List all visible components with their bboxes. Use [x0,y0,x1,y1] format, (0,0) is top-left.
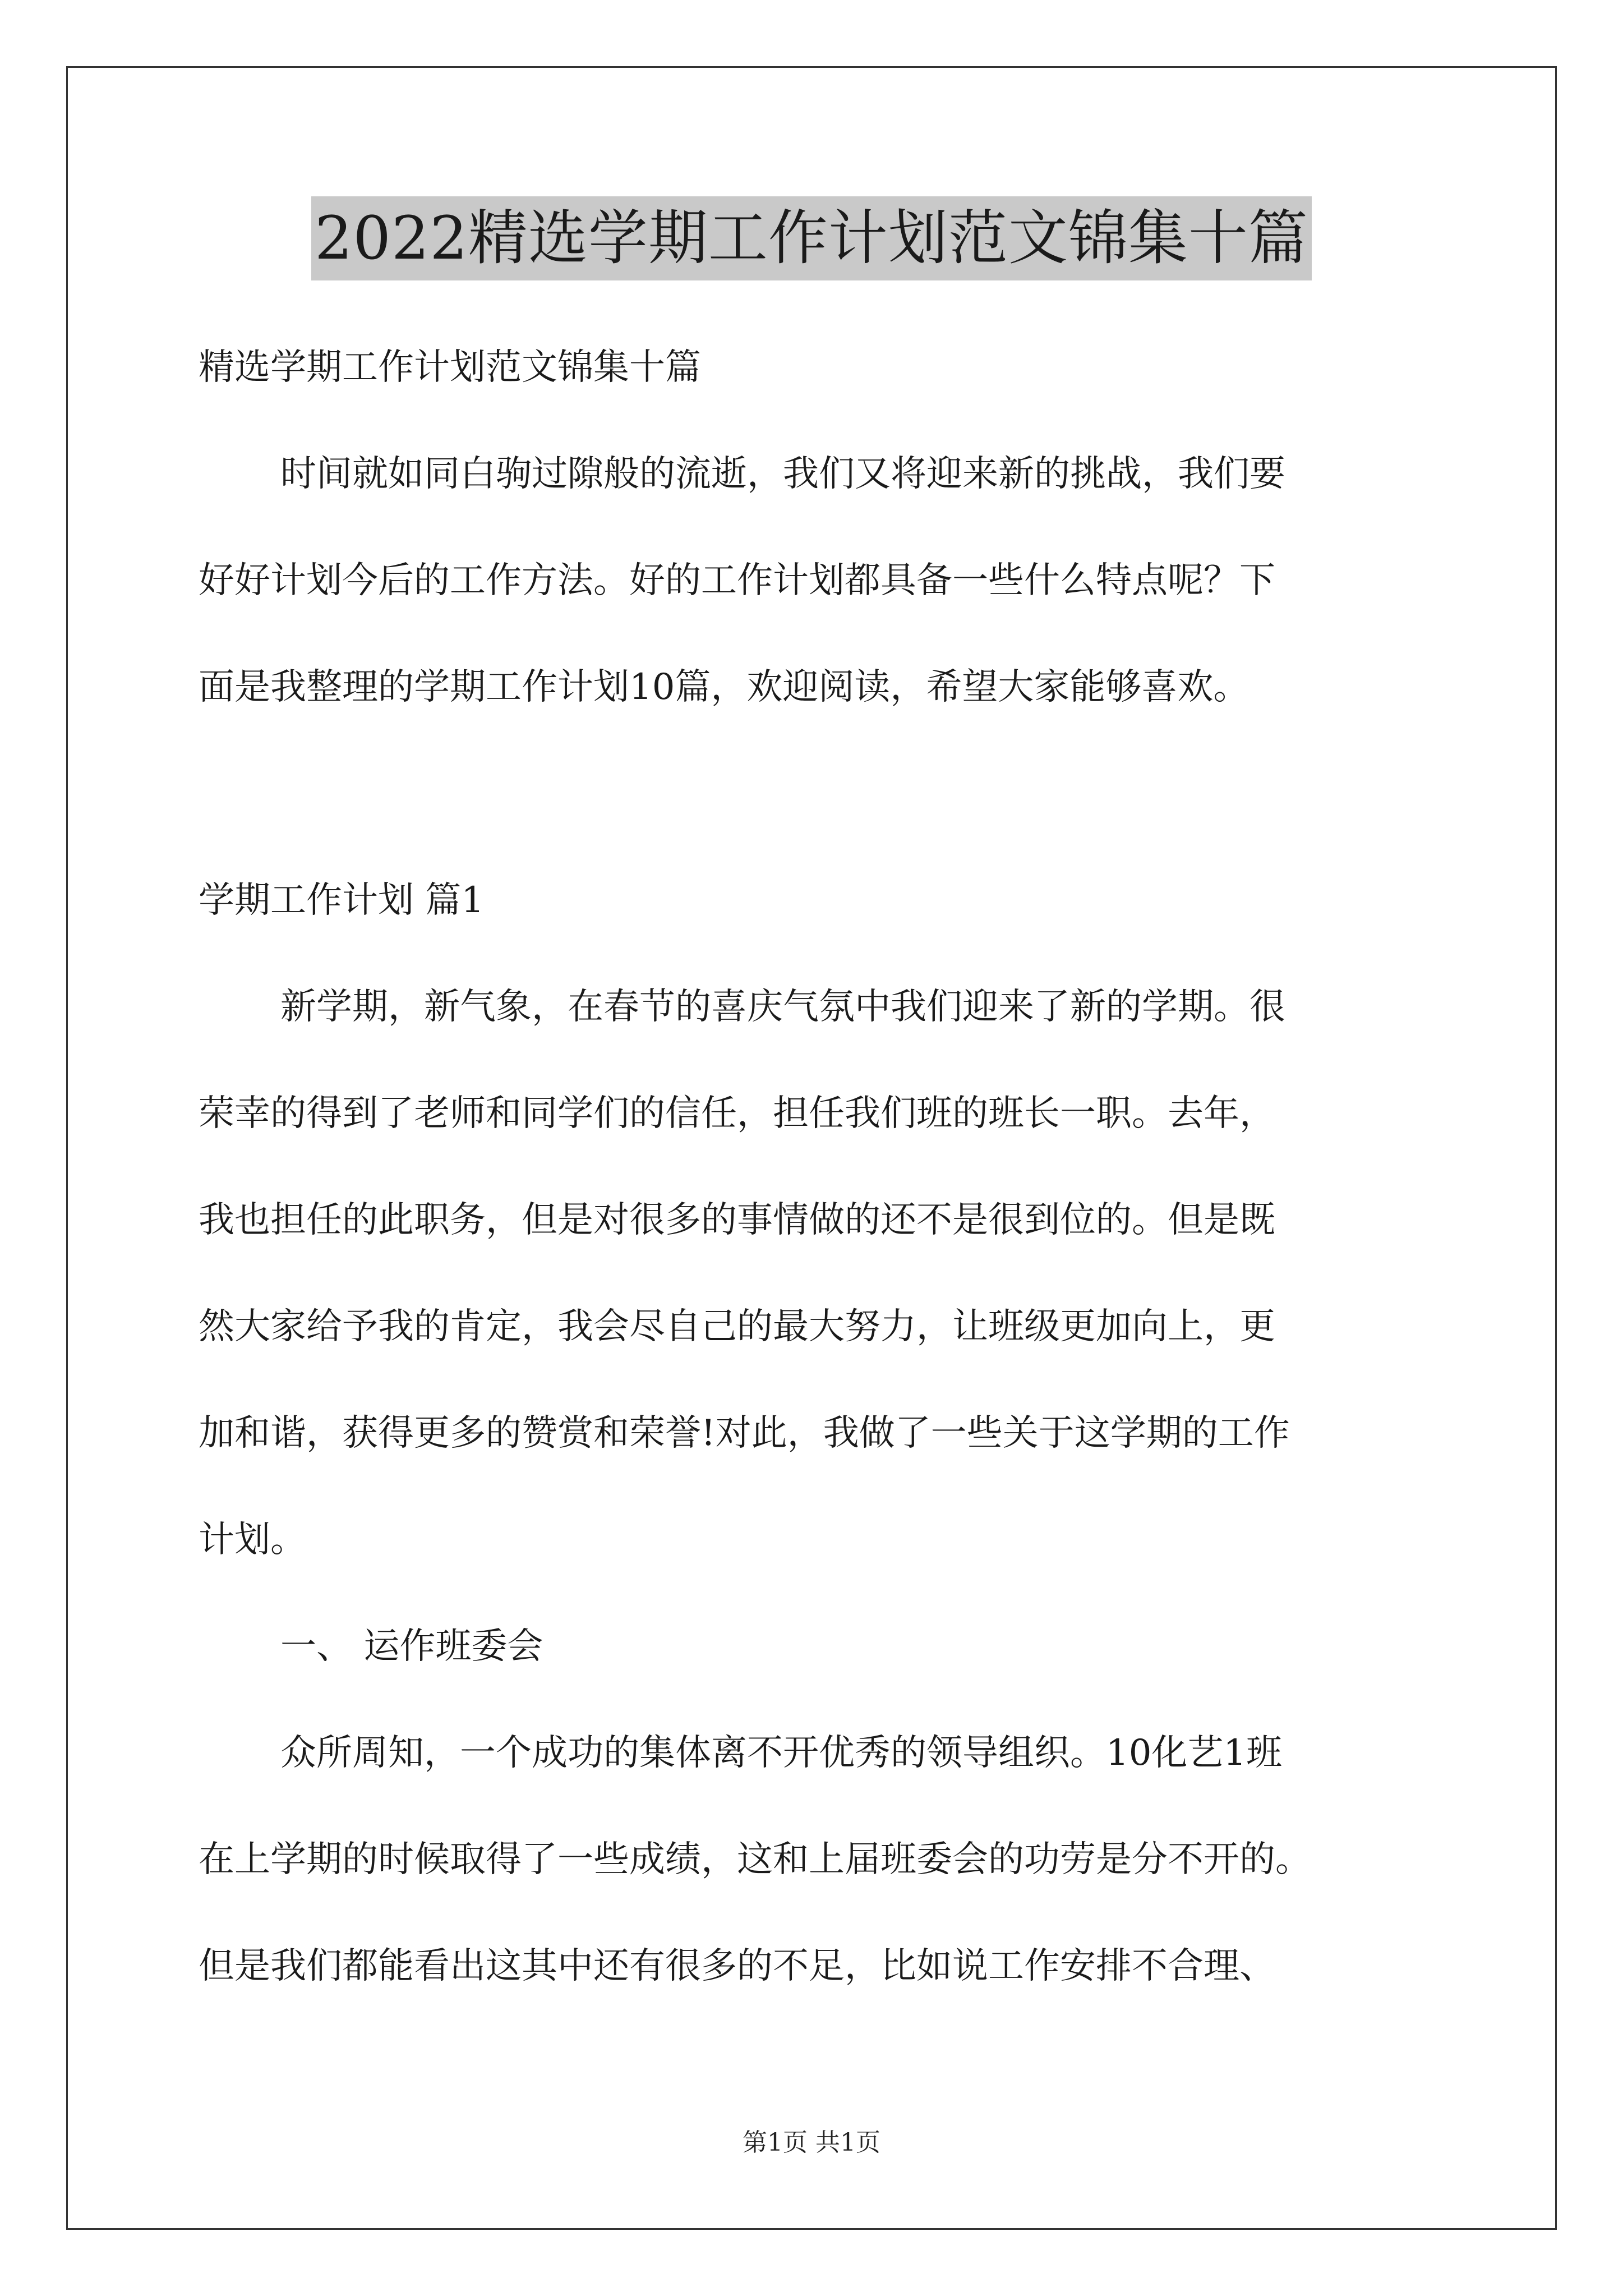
page-footer [0,2126,1623,2160]
spacer [199,740,1444,847]
para1-line-5: 加和谐，获得更多的赞赏和荣誉!对此，我做了一些关于这学期的工作 [199,1412,1290,1454]
para1-line-4: 然大家给予我的肯定，我会尽自己的最大努力，让班级更加向上，更 [199,1306,1275,1347]
para2-line-1: 众所周知，一个成功的集体离不开优秀的领导组织。10化艺1班 [280,1732,1283,1774]
intro-line-2: 好好计划今后的工作方法。好的工作计划都具备一些什么特点呢？下 [199,560,1275,601]
para2-line-3: 但是我们都能看出这其中还有很多的不足，比如说工作安排不合理、 [199,1945,1275,1987]
para1-line-3: 我也担任的此职务，但是对很多的事情做的还不是很到位的。但是既 [199,1199,1275,1241]
title-container [0,196,1623,280]
intro-line-3: 面是我整理的学期工作计划10篇，欢迎阅读，希望大家能够喜欢。 [199,666,1249,708]
intro-line-1: 时间就如同白驹过隙般的流逝，我们又将迎来新的挑战，我们要 [280,453,1285,495]
document-body [199,314,1444,2019]
section-heading: 学期工作计划 篇1 [199,880,485,921]
document-subtitle: 精选学期工作计划范文锦集十篇 [199,347,701,388]
para1-line-1: 新学期，新气象，在春节的喜庆气氛中我们迎来了新的学期。很 [280,986,1285,1028]
subheading: 一、 运作班委会 [280,1626,543,1667]
para1-line-6: 计划。 [199,1519,306,1561]
para2-line-2: 在上学期的时候取得了一些成绩，这和上届班委会的功劳是分不开的。 [199,1839,1311,1880]
page-number: 第1页 共1页 [743,2128,880,2157]
document-title: 2022精选学期工作计划范文锦集十篇 [311,196,1312,280]
para1-line-2: 荣幸的得到了老师和同学们的信任，担任我们班的班长一职。去年， [199,1093,1275,1134]
